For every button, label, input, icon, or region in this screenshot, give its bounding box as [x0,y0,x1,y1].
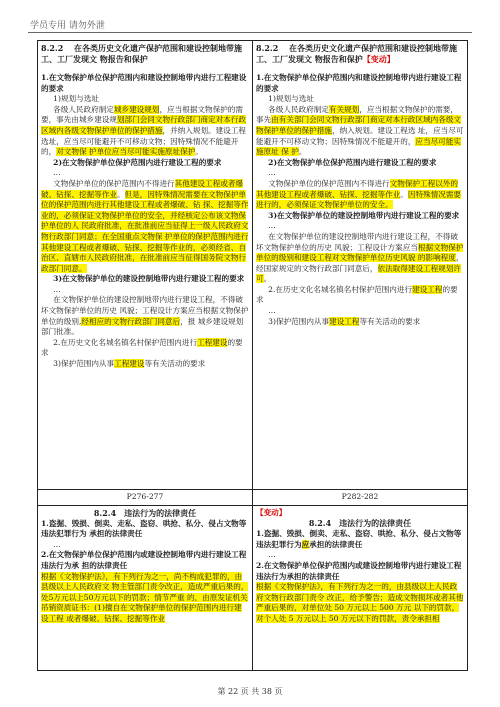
left-para1: 各级人民政府制定城乡建设规划，应当根据文物保护的需要，事先由城乡建设规划部门会同文物行政部门商定对本行政区域内各级文物保护单位的保护措施，并纳入规划。建设工程选址，应当尽可能避开不可移动文物；因特殊情况不能避开的，对文物保 护单位应当尽可能实施原址保护。 [41,104,247,157]
right-para1: 各级人民政府制定有关规划，应当根据文物保护的需要，事先由有关部门会同文物行政部门商定对本行政区域内各级文物保护单位的保护措施，纳入规划。建设工程选 址，应当尽可能避开不可移动文物；因特殊情况不能避开的，应当尽可能实施原址 保 护。 [256,104,464,157]
right-para3: 在文物保护单位的建设控制地带内进行建设工程，不得破坏文物保护单位的历史 风貌；工程设计方案应当根据文物保护单位的级别和建设工程对文物保护单位历史风貌 的影响程度，经国家规定的文物行政部门同意后，依法取得建设工程规划许可。 [256,231,464,284]
right-ellipsis: … [268,168,277,178]
left-para2: 文物保护单位的保护范围内不得进行其他建设工程或者爆破、钻探、挖掘等作业。但是，因特殊情况需要在文物保护单位的保护范围内进行其他建设工程或者爆破、钻 探、挖掘等作业的，必须保证文物保护单位的安全，并经核定公布该文物保护单位的人 民政府批准，在批准前应当征得上一级人民政府文物行政部门同意；在全国重点文物保 护单位的保护范围内进行其他建设工程或者爆破、钻探、挖掘等作业的，必须经省、自 治区、直辖市人民政府批准，在批准前应当征得国务院文物行政部门同意。 [41,178,249,273]
right-section-title: 8.2.2 在各类历史文化遗产保护范围和建设控制地带施工、工厂发现文 物报告和保护【变动】 [256,43,458,64]
right-section-title-2: 8.2.4 违法行为的法律责任 [308,518,412,529]
left-item2-title: 2)在文物保护单位保护范围内进行建设工程的要求 [53,157,222,167]
right-item2-title: 2)在文物保护单位保护范围内进行建设工程的要求 [268,157,437,167]
right-item3-title: 3)在文物保护单位的建设控制地带内进行建设工程的要求 [268,210,460,220]
left-ellipsis: … [53,284,62,294]
left-sub1: 1)规划与选址 [53,94,99,104]
right-page-ref: P282-282 [253,490,468,506]
left-item1: 1.盗掘、毁损、倒卖、走私、盗窃、哄抢、私分、侵占文物等违法犯罪行为 承担的法律责任 [41,518,247,539]
left-item3-title: 3)在文物保护单位的建设控制地带内进行建设工程的要求 [53,274,245,284]
left-item1-title: 1.在文物保护单位保护范围内和建设控制地带内进行工程建设的要求 [41,73,247,93]
right-item1-title: 1.在文物保护单位保护范围内和建设控制地带内进行建设工程的要求 [256,73,462,93]
right-para4: 2.在历史文化名城名镇名村保护范围内进行建设工程的要求 [256,284,458,305]
table-row [38,41,468,490]
left-penalty-para: 根据《文物保护法》，有下列行为之一，尚不构成犯罪的，由县级以上人民政府文 物主管部门责令改正，造成严重后果的，处5万元以上50万元以下的罚款；情节严重 的，由原发证机关吊销资质证书：(1)擅自在文物保护单位的保护范围内进行建设工程 或者爆破、钻探、挖掘等作业 [41,571,249,623]
left-section-title: 8.2.2 在各类历史文化遗产保护范围和建设控制地带施工、工厂发现文 物报告和保护 [41,43,243,64]
left-page-ref: P276-277 [38,490,253,506]
table-row [38,490,468,506]
change-tag: 【变动】 [362,54,395,64]
left-para3: 在文物保护单位的建设控制地带内进行建设工程，不得破坏文物保护单位的历史 风貌；工程设计方案应当根据文物保护单位的级别,经相应的文物行政部门同意后，报 城乡建设规划部门批准。 [41,295,249,337]
left-item2: 2.在文物保护单位保护范围内或建设控制地带内进行建设工程违法行为承 担的法律责任 [41,550,247,570]
table-row [38,505,468,670]
right-new-cell [253,41,468,490]
right-ellipsis: … [268,306,277,316]
right-new-cell [253,505,468,670]
change-tag: 【变动】 [256,507,287,517]
right-sub1: 1)规划与选址 [268,94,314,104]
right-ellipsis: … [268,550,277,560]
left-section-title-2: 8.2.4 违法行为的法律责任 [93,507,197,518]
left-old-cell [38,505,253,670]
right-item1: 1.盗掘、毁损、倒卖、走私、盗窃、哄抢、私分、侵占文物等违法犯罪行为应承担的法律责任 [256,529,462,549]
left-old-cell [38,41,253,490]
right-penalty-para: 根据《文物保护法》，有下列行为之一的，由县级以上人民政府文物行政部门责令 改正，给予警告；造成文物损坏或者其他严重后果的，对单位处 50 万元以上 500 万元 以下的罚款，对个人处 5 万元以上 50 万元以下的罚款，责令承担相 [256,582,464,623]
comparison-table [37,40,468,671]
right-para2: 文物保护单位的保护范围内不得进行文物保护工程以外的其他建设工程或者爆破、钻探、挖掘等作业。因特殊情况需要进行的，必须保证文物保护单位的安全。 [256,178,462,210]
left-ellipsis: … [53,168,62,178]
right-item2: 2.在文物保护单位保护范围内或建设控制地带内进行建设工程违法行为承担的法律责任 [256,560,462,581]
right-para5: 3)保护范围内从事建设工程等有关活动的要求 [268,316,421,326]
left-para5: 3)保护范围内从事工程建设等有关活动的要求 [53,359,206,369]
watermark-header: 学员专用 请勿外泄 [30,21,105,31]
left-ellipsis: … [53,539,62,549]
right-ellipsis: … [268,221,277,231]
header-divider [28,32,472,33]
left-para4: 2.在历史文化名城名镇名村保护范围内进行工程建设的要求 [41,337,243,358]
page-number: 第 22 页 共 38 页 [217,687,283,696]
